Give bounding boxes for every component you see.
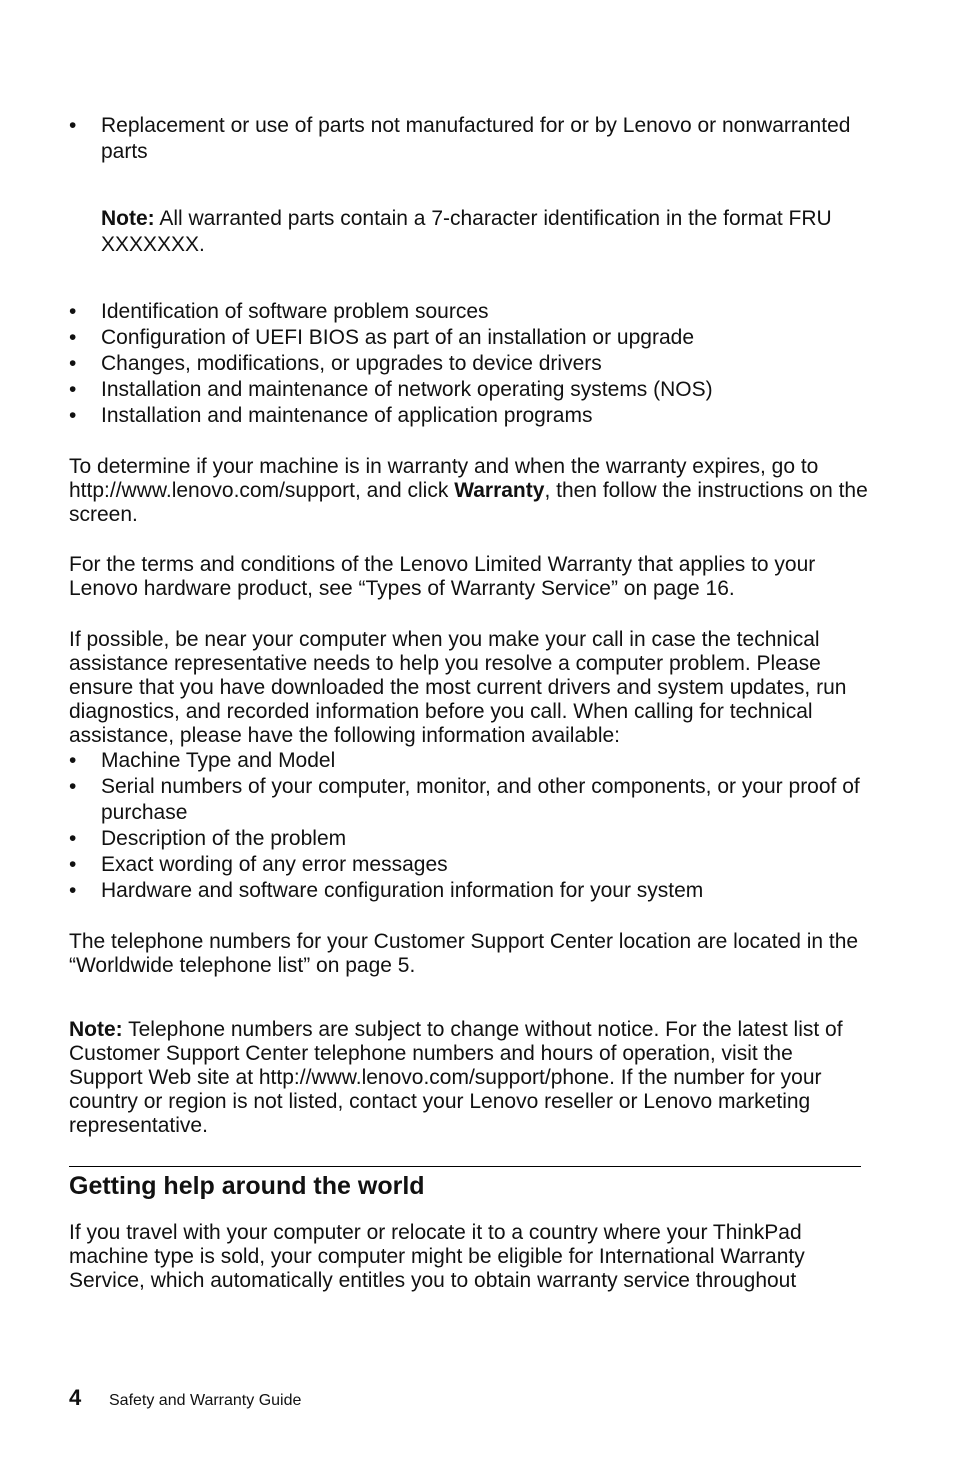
list-item: • Identification of software problem sources: [69, 300, 489, 323]
exclusions-list: [69, 299, 869, 429]
parts-note: Note: All warranted parts contain a 7-character identification in the format FRU XXXXXXX.: [101, 207, 832, 256]
bullet-icon: •: [69, 326, 77, 349]
list-item: • Hardware and software configuration information for your system: [69, 879, 704, 902]
note-label: Note:: [101, 207, 155, 230]
section-body: If you travel with your computer or relocate it to a country where your ThinkPad machine type is sold, your computer might be eligible for International Warranty Service, which automatically entitles you to obtain warranty service throughout: [69, 1221, 805, 1292]
footer-title: Safety and Warranty Guide: [109, 1392, 302, 1409]
note-label: Note:: [69, 1018, 123, 1041]
bullet-icon: •: [69, 775, 77, 798]
section-divider: [69, 1166, 861, 1167]
list-item: • Installation and maintenance of application programs: [69, 404, 593, 427]
bullet-icon: •: [69, 300, 77, 323]
page-number: 4: [69, 1385, 82, 1410]
bullet-icon: •: [69, 404, 77, 427]
list-item: • Machine Type and Model: [69, 749, 336, 772]
bullet-icon: •: [69, 378, 77, 401]
warranty-paragraph: To determine if your machine is in warranty and when the warranty expires, go to http://www.lenovo.com/support, and click Warranty, then follow the instructions on the screen.: [69, 455, 868, 526]
page-footer: [69, 1385, 301, 1414]
list-item: • Serial numbers of your computer, monitor, and other components, or your proof of purchase: [69, 775, 860, 824]
bullet-icon: •: [69, 352, 77, 375]
bullet-icon: •: [69, 749, 77, 772]
list-item: • Changes, modifications, or upgrades to device drivers: [69, 352, 602, 375]
phone-paragraph: The telephone numbers for your Customer Support Center location are located in the “Worldwide telephone list” on page 5.: [69, 930, 859, 977]
section-heading: Getting help around the world: [69, 1172, 425, 1200]
bullet-icon: •: [69, 853, 77, 876]
warranty-keyword: Warranty: [454, 479, 545, 502]
list-item: • Exact wording of any error messages: [69, 853, 448, 876]
bullet-icon: •: [69, 114, 77, 137]
call-info-list: [69, 748, 869, 904]
list-item: • Description of the problem: [69, 827, 347, 850]
list-item: • Replacement or use of parts not manufactured for or by Lenovo or nonwarranted parts: [69, 114, 851, 163]
bullet-icon: •: [69, 879, 77, 902]
call-paragraph: If possible, be near your computer when you make your call in case the technical assistance representative needs to help you resolve a computer problem. Please ensure that you have downloaded the most current drivers and system updates, run diagnostics, and recorded information before you call. When calling for technical assistance, please have the following information available:: [69, 628, 847, 747]
list-item: • Installation and maintenance of network operating systems (NOS): [69, 378, 713, 401]
list-item: • Configuration of UEFI BIOS as part of an installation or upgrade: [69, 326, 694, 349]
terms-paragraph: For the terms and conditions of the Lenovo Limited Warranty that applies to your Lenovo hardware product, see “Types of Warranty Service” on page 16.: [69, 553, 816, 600]
phone-note: Note: Telephone numbers are subject to change without notice. For the latest list of Customer Support Center telephone numbers and hours of operation, visit the Support Web site at http://www.lenovo.com/support/phone. If the number for your country or region is not listed, contact your Lenovo reseller or Lenovo marketing representative.: [69, 1018, 843, 1137]
parts-list: [69, 113, 869, 165]
bullet-icon: •: [69, 827, 77, 850]
